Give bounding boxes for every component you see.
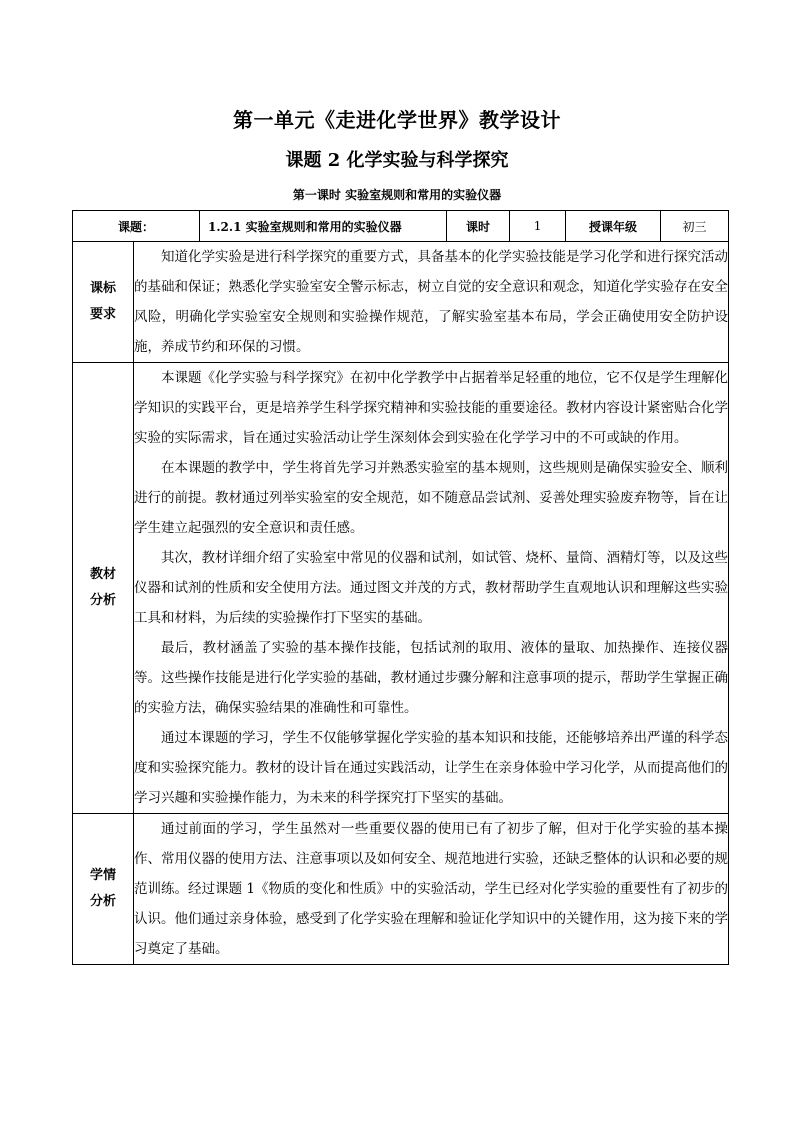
section-row-textbook-analysis: [73, 363, 729, 814]
lesson-plan-table: [72, 210, 729, 965]
paragraph: 本课题《化学实验与科学探究》在初中化学教学中占据着举足轻重的地位，它不仅是学生理解化学知识的实践平台，更是培养学生科学探究精神和实验技能的重要途径。教材内容设计紧密贴合化学实验的实际需求，旨在通过实验活动让学生深刻体会到实验在化学学习中的不可或缺的作用。: [134, 370, 729, 446]
hours-value: 1: [510, 211, 566, 242]
document-title: 第一单元《走进化学世界》教学设计: [233, 108, 561, 132]
section-label: 课标 要求: [73, 242, 134, 363]
document-subtitle: 课题 2 化学实验与科学探究: [285, 150, 509, 171]
paragraph: 在本课题的教学中，学生将首先学习并熟悉实验室的基本规则，这些规则是确保实验安全、顺利进行的前提。教材通过列举实验室的安全规范，如不随意品尝试剂、妥善处理实验废弃物等，旨在让学生建立起强烈的安全意识和责任感。: [134, 460, 729, 536]
header-row: [73, 211, 729, 242]
section-content: [134, 242, 729, 363]
hours-label: 课时: [447, 211, 510, 242]
grade-label: 授课年级: [566, 211, 661, 242]
section-content: [134, 814, 729, 965]
paragraph: 其次，教材详细介绍了实验室中常见的仪器和试剂，如试管、烧杯、量筒、酒精灯等，以及这些仪器和试剂的性质和安全使用方法。通过图文并茂的方式，教材帮助学生直观地认识和理解这些实验工具和材料，为后续的实验操作打下坚实的基础。: [134, 550, 729, 626]
section-content: [134, 363, 729, 814]
section-label: 教材 分析: [73, 363, 134, 814]
paragraph: 通过前面的学习，学生虽然对一些重要仪器的使用已有了初步了解，但对于化学实验的基本操作、常用仪器的使用方法、注意事项以及如何安全、规范地进行实验，还缺乏整体的认识和必要的规范训练。经过课题 1《物质的变化和性质》中的实验活动，学生已经对化学实验的重要性有了初步的认识。他们通过亲身体验，感受到了化学实验在理解和验证化学知识中的关键作用，这为接下来的学习奠定了基础。: [134, 821, 729, 957]
section-row-standards: [73, 242, 729, 363]
grade-value: 初三: [661, 211, 729, 242]
paragraph: 通过本课题的学习，学生不仅能够掌握化学实验的基本知识和技能，还能够培养出严谨的科学态度和实验探究能力。教材的设计旨在通过实践活动，让学生在亲身体验中学习化学，从而提高他们的学习兴趣和实验操作能力，为未来的科学探究打下坚实的基础。: [134, 730, 729, 806]
section-heading: 第一课时 实验室规则和常用的实验仪器: [292, 188, 502, 202]
paragraph: 最后，教材涵盖了实验的基本操作技能，包括试剂的取用、液体的量取、加热操作、连接仪器等。这些操作技能是进行化学实验的基础，教材通过步骤分解和注意事项的提示，帮助学生掌握正确的实验方法，确保实验结果的准确性和可靠性。: [134, 640, 729, 716]
paragraph: 知道化学实验是进行科学探究的重要方式，具备基本的化学实验技能是学习化学和进行探究活动的基础和保证；熟悉化学实验室安全警示标志，树立自觉的安全意识和观念，知道化学实验存在安全风险，明确化学实验室安全规则和实验操作规范，了解实验室基本布局，学会正确使用安全防护设施，养成节约和环保的习惯。: [134, 249, 729, 355]
section-label: 学情 分析: [73, 814, 134, 965]
section-row-learner-analysis: [73, 814, 729, 965]
topic-value: 1.2.1 实验室规则和常用的实验仪器: [200, 211, 447, 242]
topic-label: 课题：: [73, 211, 200, 242]
